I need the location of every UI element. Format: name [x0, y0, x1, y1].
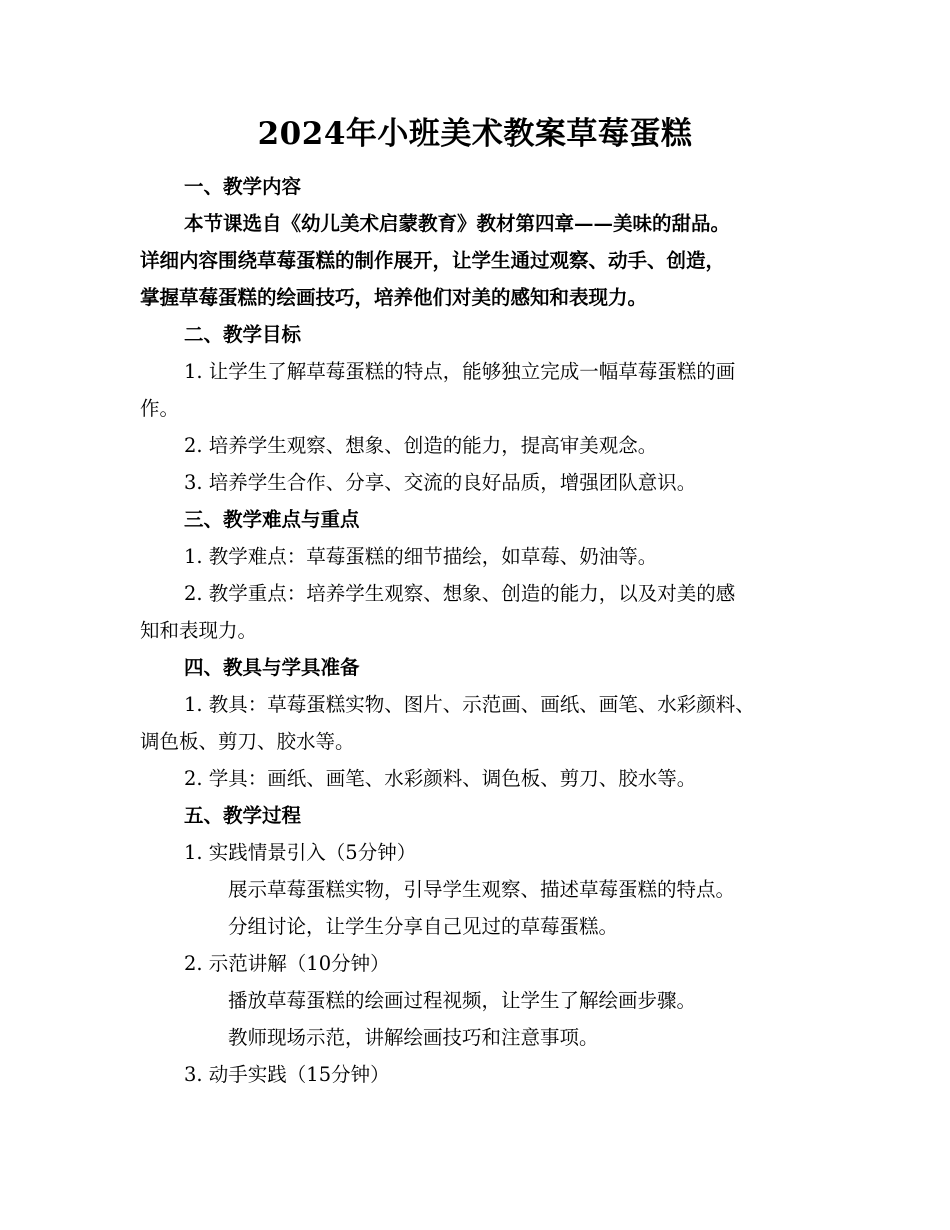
document-title: 2024年小班美术教案草莓蛋糕: [257, 116, 693, 152]
document-body: [140, 168, 815, 1093]
paragraph-line: 知和表现力。: [140, 619, 258, 642]
paragraph-line: 1. 实践情景引入（5分钟）: [184, 841, 417, 864]
paragraph-line: 1. 教具：草莓蛋糕实物、图片、示范画、画纸、画笔、水彩颜料、: [184, 693, 755, 716]
paragraph-line: 掌握草莓蛋糕的绘画技巧，培养他们对美的感知和表现力。: [140, 286, 648, 309]
paragraph-line: 2. 学具：画纸、画笔、水彩颜料、调色板、剪刀、胶水等。: [184, 767, 697, 790]
paragraph-line: 3. 动手实践（15分钟）: [184, 1063, 390, 1086]
section-heading: 五、教学过程: [184, 804, 302, 827]
paragraph-line: 教师现场示范，讲解绘画技巧和注意事项。: [228, 1026, 599, 1049]
paragraph-line: 播放草莓蛋糕的绘画过程视频，让学生了解绘画步骤。: [228, 989, 697, 1012]
paragraph-line: 2. 教学重点：培养学生观察、想象、创造的能力，以及对美的感: [184, 582, 736, 605]
section-heading: 三、教学难点与重点: [184, 508, 360, 531]
paragraph-line: 3. 培养学生合作、分享、交流的良好品质，增强团队意识。: [184, 471, 697, 494]
paragraph-line: 本节课选自《幼儿美术启蒙教育》教材第四章——美味的甜品。: [184, 212, 731, 235]
paragraph-line: 2. 培养学生观察、想象、创造的能力，提高审美观念。: [184, 434, 658, 457]
paragraph-line: 详细内容围绕草莓蛋糕的制作展开，让学生通过观察、动手、创造，: [140, 249, 726, 272]
paragraph-line: 调色板、剪刀、胶水等。: [140, 730, 355, 753]
paragraph-line: 展示草莓蛋糕实物，引导学生观察、描述草莓蛋糕的特点。: [228, 878, 736, 901]
paragraph-line: 分组讨论，让学生分享自己见过的草莓蛋糕。: [228, 915, 619, 938]
paragraph-line: 1. 让学生了解草莓蛋糕的特点，能够独立完成一幅草莓蛋糕的画: [184, 360, 736, 383]
paragraph-line: 2. 示范讲解（10分钟）: [184, 952, 390, 975]
section-heading: 二、教学目标: [184, 323, 302, 346]
paragraph-line: 1. 教学难点：草莓蛋糕的细节描绘，如草莓、奶油等。: [184, 545, 658, 568]
section-heading: 四、教具与学具准备: [184, 656, 360, 679]
section-heading: 一、教学内容: [184, 175, 302, 198]
paragraph-line: 作。: [140, 397, 180, 420]
